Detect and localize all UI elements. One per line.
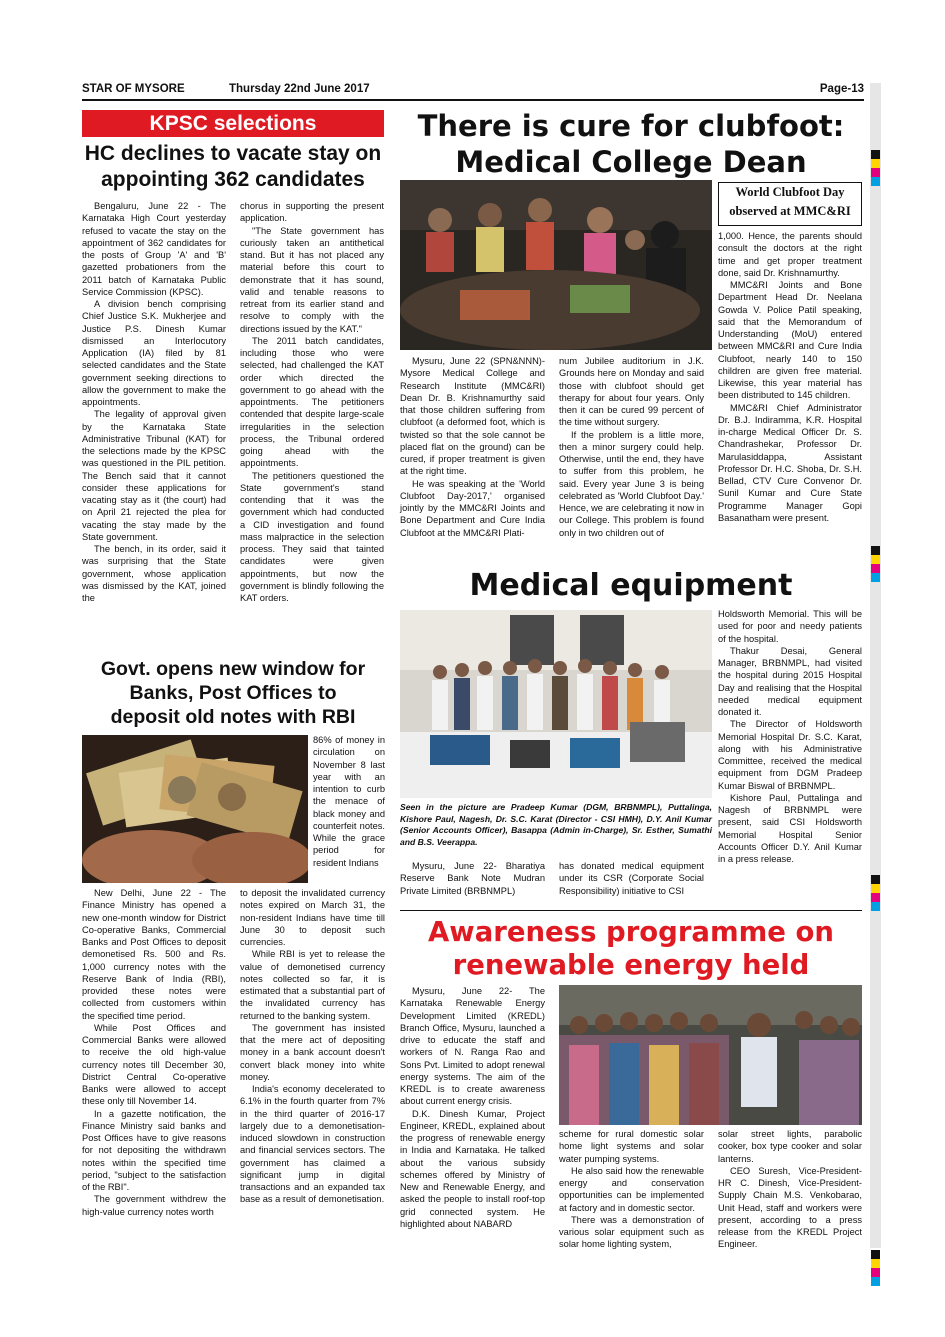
section-divider bbox=[400, 910, 862, 911]
paragraph: While RBI is yet to release the value of demonetised currency notes collected so far, it is estimated that a substantial part of the invalidated currency has returned to the banking system. bbox=[240, 949, 385, 1021]
paragraph: The legality of approval given by the Karnataka State Administrative Tribunal (KAT) for the selections made by the KPSC was questioned in the PIL petition. The Bench said that it cannot consider these applications for vacating stay as it (the court) had on April 21 rejected the plea for vacating the stay made by the State government. bbox=[82, 409, 226, 542]
clubfoot-headline-line: Medical College Dean bbox=[455, 145, 807, 179]
paragraph: MMC&RI Joints and Bone Department Head Dr. Neelana Gowda V. Police Patil speaking, said that the Memorandum of Understanding (MoU) entered between MMC&RI and Cure India Clubfoot, nearly 140 to 150 children are given free material. Likewise, this year material has been distributed to 145 children. bbox=[718, 280, 862, 401]
equipment-column-2 bbox=[559, 860, 704, 897]
notes-column-2 bbox=[240, 887, 385, 1206]
paragraph: The government has insisted that the mere act of depositing money in a bank account doesn't convert black money into white money. bbox=[240, 1022, 385, 1082]
kpsc-headline-line: HC declines to vacate stay on bbox=[84, 142, 382, 165]
clubfoot-event-image bbox=[400, 180, 712, 350]
paragraph: Kishore Paul, Puttalinga and Nagesh of BRBNMPL were present, said CSI Holdsworth Memorial Hospital Senior Accounts Officer D.Y. Anil Kumar in a press release. bbox=[718, 792, 862, 864]
paragraph: Mysuru, June 22- Bharatiya Reserve Bank Note Mudran Private Limited (BRBNMPL) bbox=[400, 861, 545, 896]
kpsc-headline-line: appointing 362 candidates bbox=[101, 168, 365, 191]
masthead bbox=[82, 83, 864, 97]
notes-headline bbox=[78, 657, 388, 729]
paragraph: Thakur Desai, General Manager, BRBNMPL, had visited the hospital during 2015 Hospital Day and realising that the Hospital needed medical equipment donated it. bbox=[718, 645, 862, 717]
kpsc-headline bbox=[78, 141, 388, 193]
paragraph: to deposit the invalidated currency notes expired on March 31, the non-resident Indians have time till June 30 to deposit such currencies. bbox=[240, 888, 385, 947]
registration-mark bbox=[871, 875, 880, 911]
equipment-caption bbox=[400, 802, 712, 848]
paragraph: The petitioners questioned the State government's stand contending that it was the government which had conducted a CID investigation and found mass malpractice in the selection process. They said that tainted candidates were given appointments, but now the government is blindly following the KAT orders. bbox=[240, 470, 384, 603]
notes-column-2-top bbox=[313, 734, 385, 869]
paragraph: 86% of money in circulation on November 8 last year with an intention to curb the menace of black money and counterfeit notes. While the grace period for resident Indians bbox=[313, 735, 385, 868]
kpsc-kicker bbox=[82, 110, 384, 137]
awareness-photo bbox=[559, 985, 862, 1125]
equipment-event-image bbox=[400, 610, 712, 798]
newspaper-name: STAR OF MYSORE bbox=[82, 83, 185, 95]
equipment-column-1 bbox=[400, 860, 545, 897]
paragraph: D.K. Dinesh Kumar, Project Engineer, KREDL, explained about the progress of renewable energy in India and Karnataka. He talked about the various subsidy schemes offered by Ministry of New and Renewable Energy, and asked the people to install roof-top grid connected system. He highlighted about NABARD bbox=[400, 1108, 545, 1229]
notes-headline-line: deposit old notes with RBI bbox=[110, 706, 356, 728]
clubfoot-headline bbox=[398, 108, 864, 180]
currency-notes-image bbox=[82, 735, 308, 883]
paragraph: Mysuru, June 22- The Karnataka Renewable Energy Development Limited (KREDL) Branch Office, Mysuru, launched a drive to educate the staff and workers of N. Ranga Rao and Sons Pvt. Limited to adopt renewal energy systems. The aim of the KREDL is to create awareness about current energy crisis. bbox=[400, 986, 545, 1107]
page-number: Page-13 bbox=[819, 83, 864, 95]
registration-mark bbox=[871, 1250, 880, 1286]
masthead-rule bbox=[82, 99, 864, 101]
paragraph: He also said how the renewable energy and conservation opportunities can be implemented at factory and in domestic sector. bbox=[559, 1165, 704, 1213]
caption-text: Seen in the picture are Pradeep Kumar (DGM, BRBNMPL), Puttalinga, Kishore Paul, Nagesh, Dr. S.C. Karat (Director - CSI HMH), D.Y. Anil Kumar (Senior Accounts Officer), Basappa (Admin in-Charge), Sr. Esther, Sumathi and B.S. Veerappa. bbox=[400, 802, 712, 847]
paragraph: chorus in supporting the present application. bbox=[240, 201, 384, 224]
notes-headline-line: Banks, Post Offices to bbox=[129, 682, 337, 704]
paragraph: Bengaluru, June 22 - The Karnataka High Court yesterday refused to vacate the stay on the appointment of 362 candidates for the posts of Group 'A' and 'B' gazetted probationers from the 2011 batch of Karnataka Public Service Commission (KPSC). bbox=[82, 201, 226, 297]
clubfoot-column-3 bbox=[718, 230, 862, 524]
awareness-column-2 bbox=[559, 1128, 704, 1251]
awareness-column-3 bbox=[718, 1128, 862, 1251]
registration-mark bbox=[871, 150, 880, 186]
paragraph: The government withdrew the high-value currency notes worth bbox=[82, 1194, 226, 1217]
paragraph: The 2011 batch candidates, including those who were selected, had challenged the KAT order which directed the government to go ahead with the appointments. The petitioners contended that despite large-scale irregularities in the selection process, the Tribunal ordered going ahead with the appointments. bbox=[240, 335, 384, 469]
paragraph: A division bench comprising Chief Justice S.K. Mukherjee and Justice P.S. Dinesh Kumar dismissed an Interlocutory Application (IA) filed by 81 selected candidates and the State government seeking directions to allow the government to make the appointments. bbox=[82, 299, 226, 407]
clubfoot-column-1 bbox=[400, 355, 545, 539]
paragraph: In a gazette notification, the Finance Ministry said banks and Post Offices have to give reasons for not depositing the withdrawn notes within the specified time period, "subject to the satisfaction of the RBI". bbox=[82, 1108, 226, 1192]
paragraph: Mysuru, June 22 (SPN&NNN)- Mysore Medical College and Research Institute (MMC&RI) Dean Dr. B. Krishnamurthy said that those children suffering from clubfoot (a deformed foot, which is twisted so that the sole cannot be placed flat on the ground) can be cured, if proper treatment is given at the right time. bbox=[400, 356, 545, 477]
paragraph: MMC&RI Chief Administrator Dr. B.J. Indiramma, K.R. Hospital in-charge Medical Officer Dr. S. Chandrashekar, Professor Dr. Marulasiddappa, Assistant Professor Dr. H.C. Shoba, Dr. S.H. Bellad, CTV Cure Convenor Dr. Sunil Kumar and Cure State Programme Manager Gopi Basanatham were present. bbox=[718, 402, 862, 523]
notes-column-1 bbox=[82, 887, 226, 1218]
paragraph: The bench, in its order, said it was surprising that the State government, whose application was dismissed by the KAT, joined the bbox=[82, 544, 226, 603]
equipment-photo bbox=[400, 610, 712, 798]
awareness-headline-line: Awareness programme on bbox=[428, 916, 834, 948]
clubfoot-photo bbox=[400, 180, 712, 350]
paragraph: There was a demonstration of various solar equipment such as solar home lighting system, bbox=[559, 1214, 704, 1250]
paragraph: While Post Offices and Commercial Banks were allowed to receive the old high-value currency notes till December 30, District Central Co-operative Banks were allowed to accept these only till November 14. bbox=[82, 1022, 226, 1107]
kpsc-column-1 bbox=[82, 200, 226, 604]
kpsc-kicker-text: KPSC selections bbox=[149, 112, 317, 135]
paragraph: 1,000. Hence, the parents should consult the doctors at the right time and get proper treatment done, said Dr. Krishnamurthy. bbox=[718, 231, 862, 278]
registration-mark bbox=[871, 546, 880, 582]
paragraph: CEO Suresh, Vice-President-HR C. Dinesh, Vice-President-Supply Chain M.S. Venkobarao, Unit Head, staff and workers were present, according to a press release from the KREDL Project Engineer. bbox=[718, 1165, 862, 1250]
paragraph: New Delhi, June 22 - The Finance Ministry has opened a new one-month window for District Co-operative Banks, Commercial Banks and Post Offices to deposit demonetised Rs. 500 and Rs. 1,000 currency notes with the Reserve Bank of India (RBI), provided these notes were collected from customers within the specified time period. bbox=[82, 888, 226, 1021]
paragraph: The Director of Holdsworth Memorial Hospital Dr. S.C. Karat, along with his Administrative Committee, received the medical equipment from DGM Pradeep Kumar Biswal of BRBNMPL. bbox=[718, 719, 862, 791]
paragraph: Holdsworth Memorial. This will be used for poor and needy patients of the hospital. bbox=[718, 609, 862, 644]
awareness-column-1 bbox=[400, 985, 545, 1230]
paragraph: He was speaking at the 'World Clubfoot Day-2017,' organised jointly by the MMC&RI Joints and Bone Department and Cure India Clubfoot at the MMC&RI Plati- bbox=[400, 478, 545, 538]
paragraph: has donated medical equipment under its CSR (Corporate Social Responsibility) initiative to CSI bbox=[559, 861, 704, 896]
print-margin-band bbox=[870, 83, 881, 1248]
paragraph: num Jubilee auditorium in J.K. Grounds here on Monday and said those with clubfoot should get therapy for about four years. Only then it can be cured 99 percent of the time without surgery. bbox=[559, 356, 704, 428]
paragraph: India's economy decelerated to 6.1% in the fourth quarter from 7% in the third quarter of 2016-17 largely due to a demonetisation-induced slowdown in construction and financial services sectors. The government has claimed a significant jump in digital transactions and an expanded tax base as a result of demonetisation. bbox=[240, 1084, 385, 1205]
paragraph: solar street lights, parabolic cooker, box type cooker and solar lanterns. bbox=[718, 1129, 862, 1164]
issue-date: Thursday 22nd June 2017 bbox=[229, 83, 370, 95]
clubfoot-headline-line: There is cure for clubfoot: bbox=[417, 109, 845, 143]
clubfoot-column-2 bbox=[559, 355, 704, 539]
clubfoot-boxhead bbox=[718, 182, 862, 226]
kpsc-column-2 bbox=[240, 200, 384, 604]
boxhead-line: World Clubfoot Day bbox=[735, 185, 845, 199]
notes-headline-line: Govt. opens new window for bbox=[100, 658, 366, 680]
awareness-headline bbox=[398, 916, 864, 982]
awareness-event-image bbox=[559, 985, 862, 1125]
paragraph: If the problem is a little more, then a minor surgery could help. Otherwise, until the end, they have to suffer from this problem, he said. Every year June 3 is being celebrated as 'World Clubfoot Day.' Hence, we are celebrating it now in our College. This problem is found only in two children out of bbox=[559, 429, 704, 538]
boxhead-line: observed at MMC&RI bbox=[729, 204, 851, 218]
equipment-headline-text: Medical equipment bbox=[469, 568, 793, 603]
paragraph: scheme for rural domestic solar home light systems and solar water pumping systems. bbox=[559, 1129, 704, 1164]
currency-notes-photo bbox=[82, 735, 308, 883]
paragraph: "The State government has curiously taken an antithetical stand. But it has not placed any material before this court to demonstrate that it has sound, valid and tenable reasons to retreat from its earlier stand and resolve to comply with the directions issued by the KAT." bbox=[240, 225, 384, 334]
equipment-column-3 bbox=[718, 608, 862, 865]
awareness-headline-line: renewable energy held bbox=[452, 949, 810, 981]
